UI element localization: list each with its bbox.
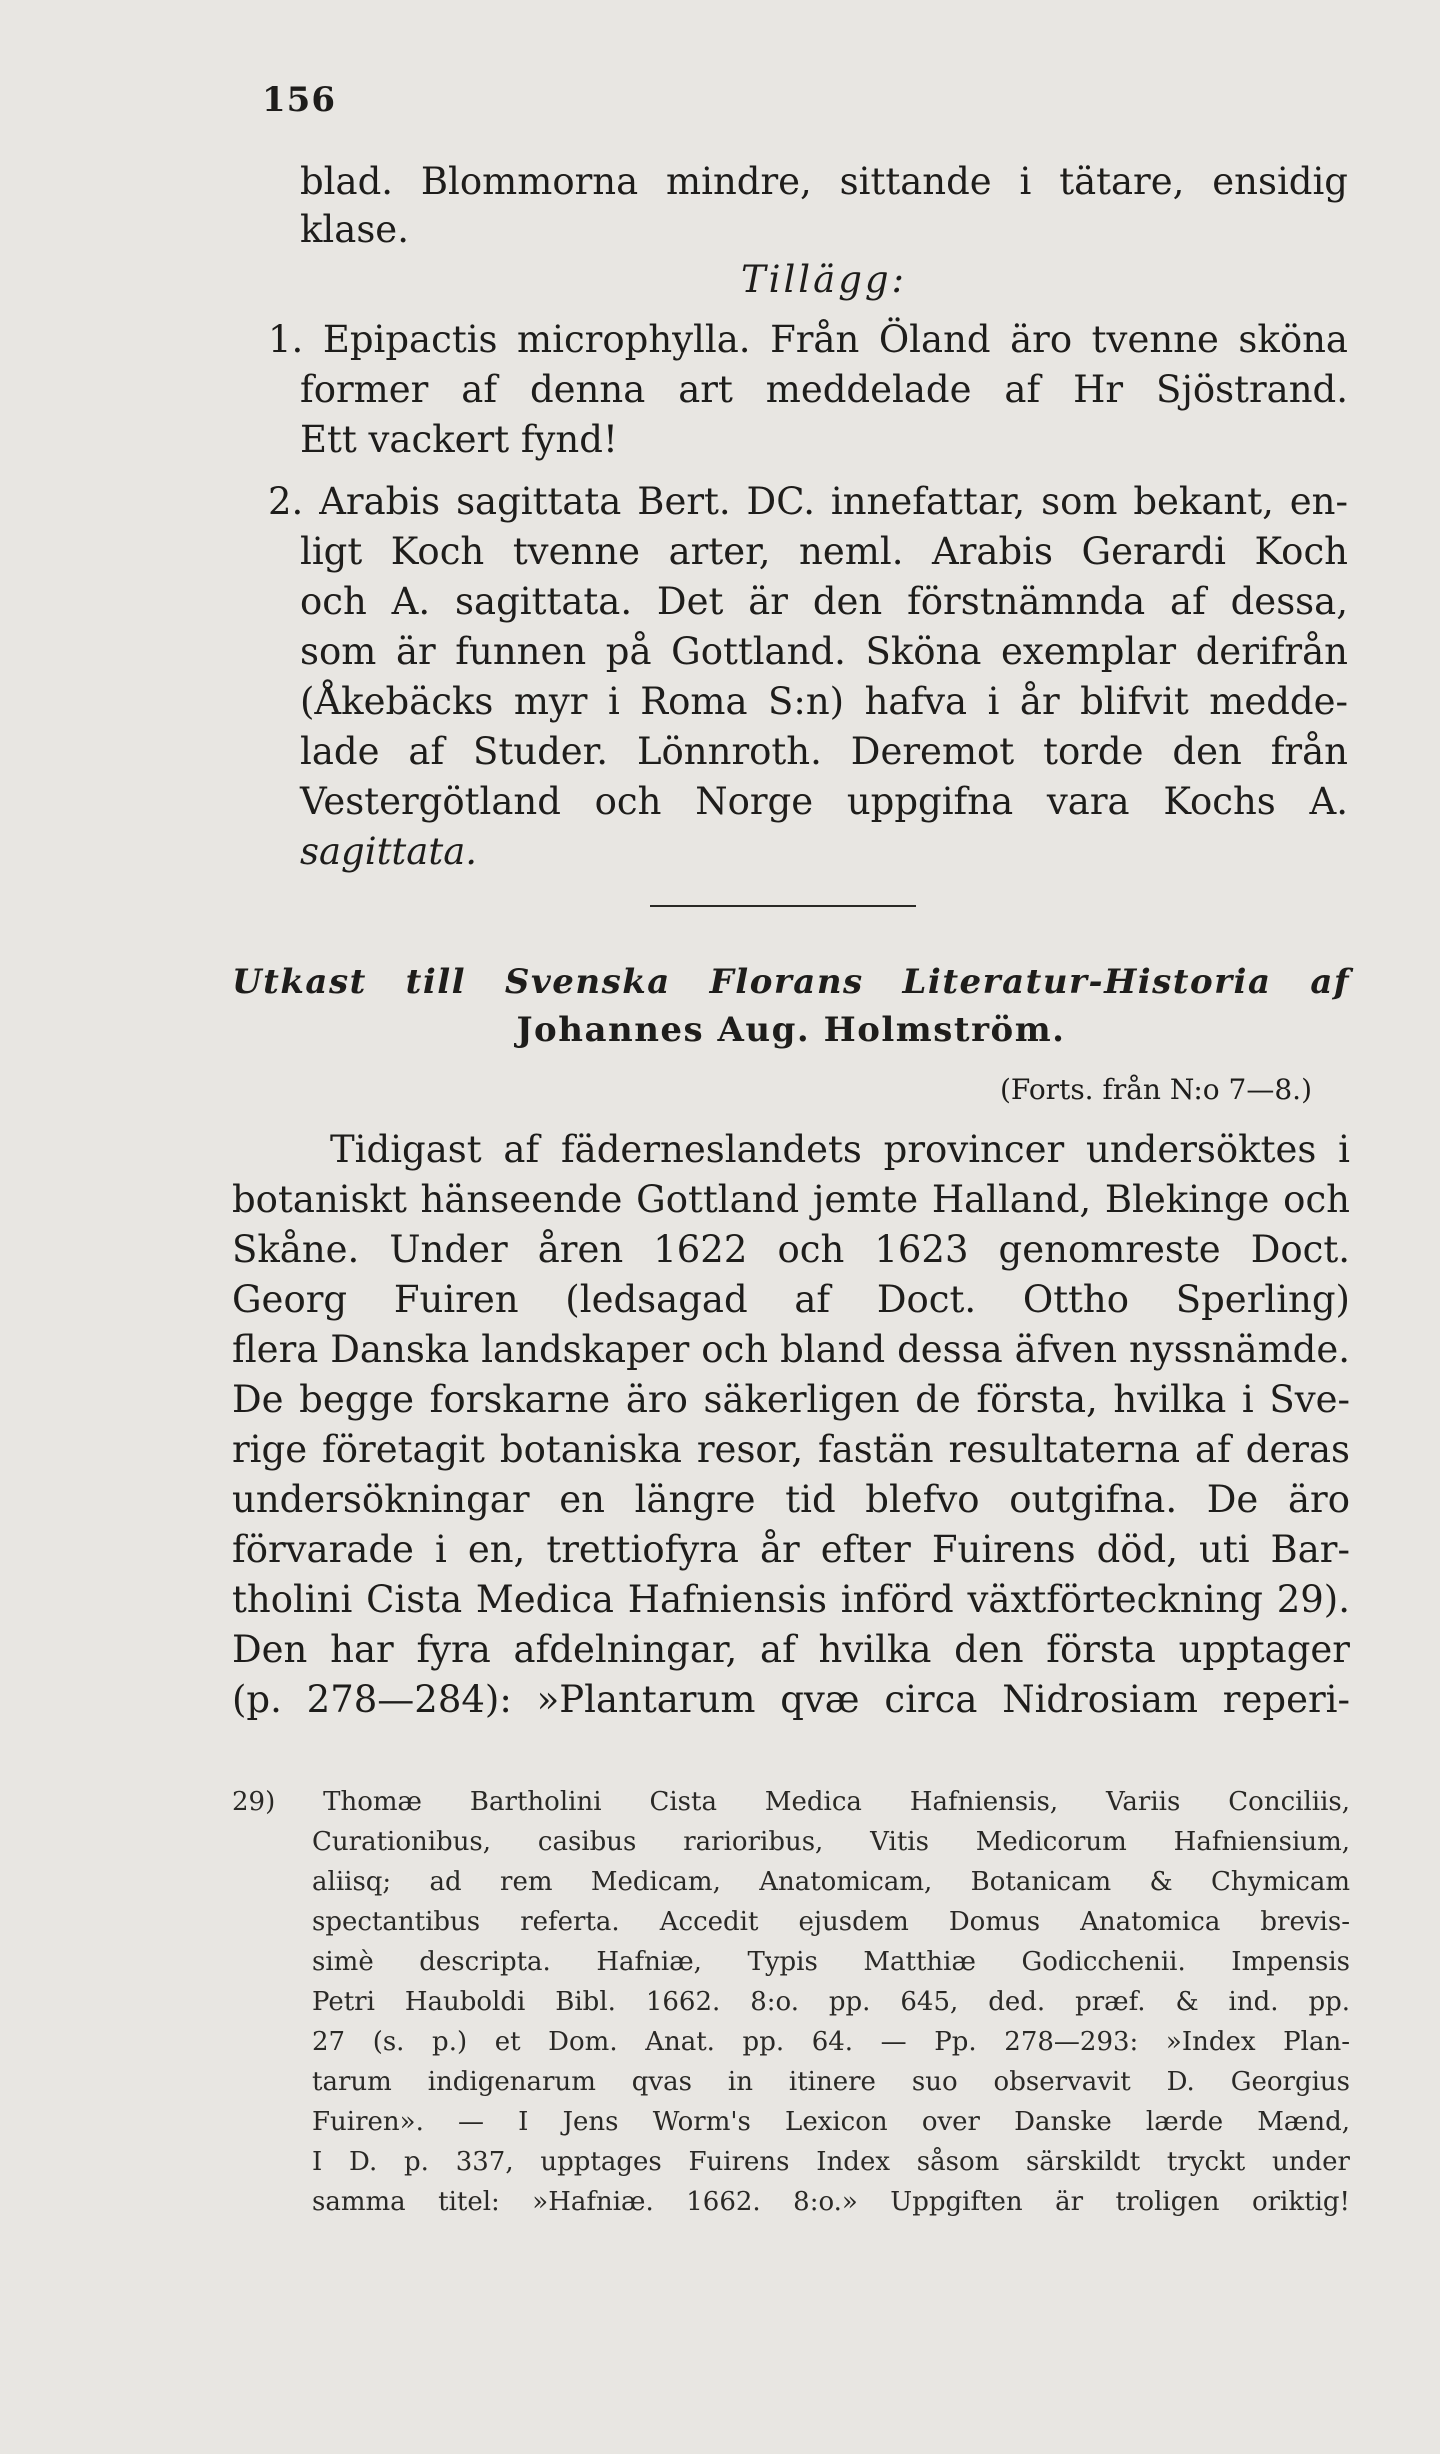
text-line: former af denna art meddelade af Hr Sjöstrand.	[300, 368, 1348, 411]
footnote-line: tarum indigenarum qvas in itinere suo observavit D. Georgius	[312, 2067, 1350, 2097]
page-number: 156	[262, 80, 336, 120]
footnote-line: 27 (s. p.) et Dom. Anat. pp. 64. — Pp. 278—293: »Index Plan-	[312, 2027, 1350, 2057]
footnote-line: I D. p. 337, upptages Fuirens Index såsom särskildt tryckt under	[312, 2147, 1350, 2177]
text-line: rige företagit botaniska resor, fastän resultaterna af deras	[232, 1428, 1350, 1471]
text-line: lade af Studer. Lönnroth. Deremot torde den från	[300, 730, 1348, 773]
continuation-note: (Forts. från N:o 7—8.)	[1000, 1073, 1313, 1106]
text-line: blad. Blommorna mindre, sittande i tätare, ensidig	[300, 160, 1348, 203]
footnote-line: simè descripta. Hafniæ, Typis Matthiæ Godicchenii. Impensis	[312, 1947, 1350, 1977]
text-line: (Åkebäcks myr i Roma S:n) hafva i år blifvit medde-	[300, 680, 1348, 723]
section-divider	[650, 905, 916, 907]
footnote-line: Petri Hauboldi Bibl. 1662. 8:o. pp. 645, ded. præf. & ind. pp.	[312, 1987, 1350, 2017]
text-line: Den har fyra afdelningar, af hvilka den första upptager	[232, 1628, 1350, 1671]
footnote-line: Fuiren». — I Jens Worm's Lexicon over Danske lærde Mænd,	[312, 2107, 1350, 2137]
footnote-line: samma titel: »Hafniæ. 1662. 8:o.» Uppgiften är troligen oriktig!	[312, 2187, 1350, 2217]
text-line: som är funnen på Gottland. Sköna exemplar derifrån	[300, 630, 1348, 673]
text-line: (p. 278—284): »Plantarum qvæ circa Nidrosiam reperi-	[232, 1678, 1350, 1721]
footnote-line: aliisq; ad rem Medicam, Anatomicam, Botanicam & Chymicam	[312, 1867, 1350, 1897]
text-line: Vestergötland och Norge uppgifna vara Kochs A.	[300, 780, 1348, 823]
text-line: De begge forskarne äro säkerligen de första, hvilka i Sve-	[232, 1378, 1350, 1421]
section-title: Tillägg:	[740, 258, 908, 301]
text-line: Tidigast af fäderneslandets provincer undersöktes i	[330, 1128, 1350, 1171]
text-line: 1. Epipactis microphylla. Från Öland äro tvenne sköna	[268, 318, 1348, 361]
text-line: ligt Koch tvenne arter, neml. Arabis Gerardi Koch	[300, 530, 1348, 573]
article-heading: Utkast till Svenska Florans Literatur-Historia af	[232, 962, 1350, 1002]
text-line: sagittata.	[300, 830, 478, 873]
text-line: 2. Arabis sagittata Bert. DC. innefattar, som bekant, en-	[268, 480, 1348, 523]
text-line: klase.	[300, 208, 409, 251]
footnote-line: 29) Thomæ Bartholini Cista Medica Hafniensis, Variis Conciliis,	[232, 1787, 1350, 1817]
text-line: förvarade i en, trettiofyra år efter Fuirens död, uti Bar-	[232, 1528, 1350, 1571]
text-line: botaniskt hänseende Gottland jemte Halland, Blekinge och	[232, 1178, 1350, 1221]
text-line: flera Danska landskaper och bland dessa äfven nyssnämde.	[232, 1328, 1350, 1371]
text-line: tholini Cista Medica Hafniensis införd växtförteckning 29).	[232, 1578, 1350, 1621]
article-author: Johannes Aug. Holmström.	[516, 1010, 1066, 1050]
footnote-line: Curationibus, casibus rarioribus, Vitis Medicorum Hafniensium,	[312, 1827, 1350, 1857]
text-line: Ett vackert fynd!	[300, 418, 618, 461]
text-line: undersökningar en längre tid blefvo outgifna. De äro	[232, 1478, 1350, 1521]
text-line: Skåne. Under åren 1622 och 1623 genomreste Doct.	[232, 1228, 1350, 1271]
text-line: och A. sagittata. Det är den förstnämnda af dessa,	[300, 580, 1348, 623]
footnote-line: spectantibus referta. Accedit ejusdem Domus Anatomica brevis-	[312, 1907, 1350, 1937]
text-line: Georg Fuiren (ledsagad af Doct. Ottho Sperling)	[232, 1278, 1350, 1321]
